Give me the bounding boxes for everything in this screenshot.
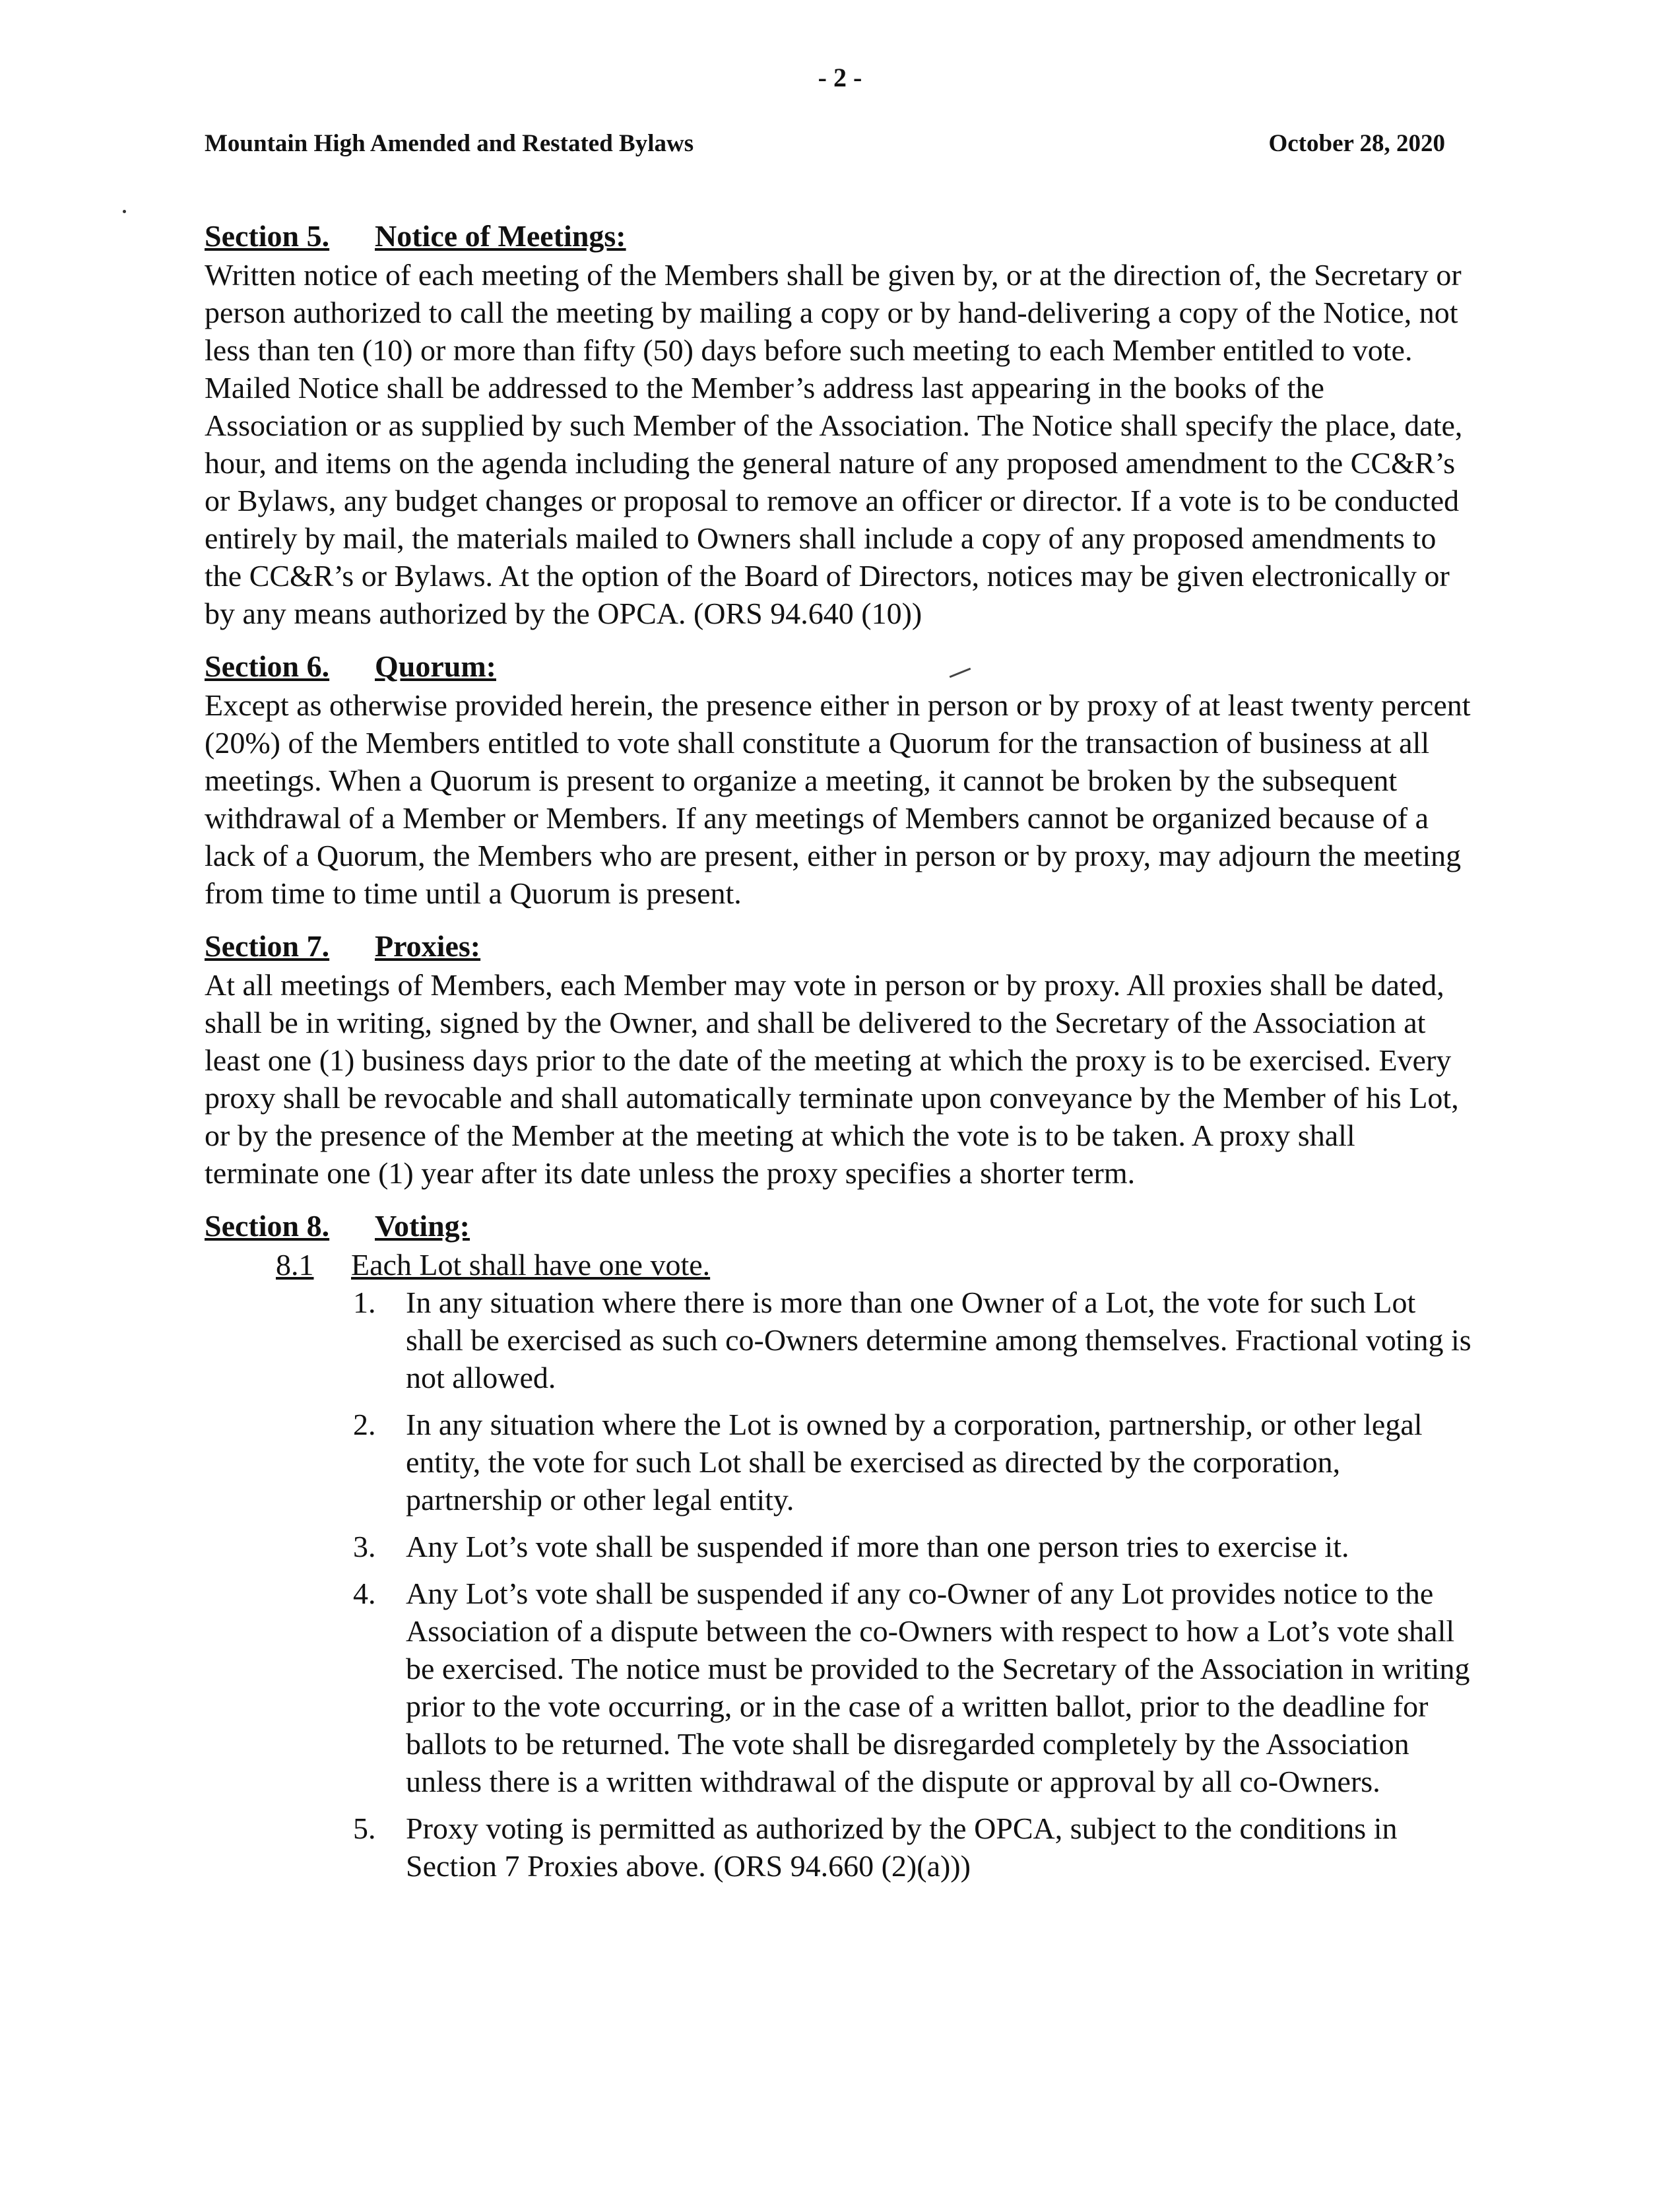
section-paragraph: Written notice of each meeting of the Members shall be given by, or at the direction of, the Secretary or person authorized to call the meeting by mailing a copy or by hand-delivering a copy of the Notice, not less than ten (10) or more than fifty (50) days before such meeting to each Member entitled to vote. Mailed Notice shall be addressed to the Member’s address last appearing in the books of the Association or as supplied by such Member of the Association. The Notice shall specify the place, date, hour, and items on the agenda including the general nature of any proposed amendment to the CC&R’s or Bylaws, any budget changes or proposal to remove an officer or director. If a vote is to be conducted entirely by mail, the materials mailed to Owners shall include a copy of any proposed amendments to the CC&R’s or Bylaws. At the option of the Board of Directors, notices may be given electronically or by any means authorized by the OPCA. (ORS 94.640 (10)) [205,258,1463,630]
page-number: - 2 - [818,63,862,92]
list-item-text: Any Lot’s vote shall be suspended if any co-Owner of any Lot provides notice to the Association of a dispute between the co-Owners with respect to how a Lot’s vote shall be exercised. The notice must be provided to the Secretary of the Association in writing prior to the vote occurring, or in the case of a written ballot, prior to the deadline for ballots to be returned. The vote shall be disregarded completely by the Association unless there is a written withdrawal of the dispute or approval by all co-Owners. [406,1577,1470,1798]
section-title: Quorum: [375,649,496,683]
subsection-number: 8.1 [276,1248,314,1282]
list-item-number: 2. [353,1408,376,1441]
list-item-text: In any situation where the Lot is owned by a corporation, partnership, or other legal entity, the vote for such Lot shall be exercised as directed by the corporation, partnership or other legal entity. [406,1408,1423,1517]
list-item-number: 5. [353,1812,376,1845]
section-title: Proxies: [375,929,481,963]
section-paragraph: Except as otherwise provided herein, the presence either in person or by proxy of at least twenty percent (20%) of the Members entitled to vote shall constitute a Quorum for the transaction of business at all meetings. When a Quorum is present to organize a meeting, it cannot be broken by the subsequent withdrawal of a Member or Members. If any meetings of Members cannot be organized because of a lack of a Quorum, the Members who are present, either in person or by proxy, may adjourn the meeting from time to time until a Quorum is present. [205,688,1471,910]
list-item [353,1528,1471,1565]
section-title: Voting: [375,1209,470,1243]
section-title: Notice of Meetings: [375,219,626,253]
section-heading [205,216,1471,256]
section-heading [205,647,1471,686]
list-item [353,1575,1471,1800]
list-item-number: 1. [353,1286,376,1319]
section-number: Section 8. [205,1209,330,1243]
document-date: October 28, 2020 [1268,130,1445,157]
subsection-text: Each Lot shall have one vote. [351,1248,711,1282]
list-item [353,1810,1471,1885]
list-item-text: Proxy voting is permitted as authorized by the OPCA, subject to the conditions in Section 7 Proxies above. (ORS 94.660 (2)(a))) [406,1812,1398,1883]
section-6 [205,647,1471,912]
section-paragraph: At all meetings of Members, each Member may vote in person or by proxy. All proxies shall be dated, shall be in writing, signed by the Owner, and shall be delivered to the Secretary of the Association at least one (1) business days prior to the date of the meeting at which the proxy is to be exercised. Every proxy shall be revocable and shall automatically terminate upon conveyance by the Member of his Lot, or by the presence of the Member at the meeting at which the vote is to be taken. A proxy shall terminate one (1) year after its date unless the proxy specifies a shorter term. [205,968,1459,1190]
list-item [353,1284,1471,1396]
list-item-number: 3. [353,1530,376,1563]
section-5 [205,216,1471,632]
voting-rules-list [353,1284,1471,1885]
section-number: Section 5. [205,219,330,253]
section-heading [205,1206,1471,1246]
document-title: Mountain High Amended and Restated Bylaws [205,130,694,157]
scan-speck [123,210,126,213]
section-heading [205,927,1471,966]
list-item-text: In any situation where there is more than one Owner of a Lot, the vote for such Lot shall be exercised as such co-Owners determine among themselves. Fractional voting is not allowed. [406,1286,1471,1394]
section-7 [205,927,1471,1192]
list-item-number: 4. [353,1577,376,1610]
section-8 [205,1206,1471,1885]
list-item [353,1406,1471,1518]
section-number: Section 7. [205,929,330,963]
list-item-text: Any Lot’s vote shall be suspended if more than one person tries to exercise it. [406,1530,1349,1563]
document-body [205,216,1471,1899]
subsection-8-1 [276,1246,1471,1284]
section-number: Section 6. [205,649,330,683]
